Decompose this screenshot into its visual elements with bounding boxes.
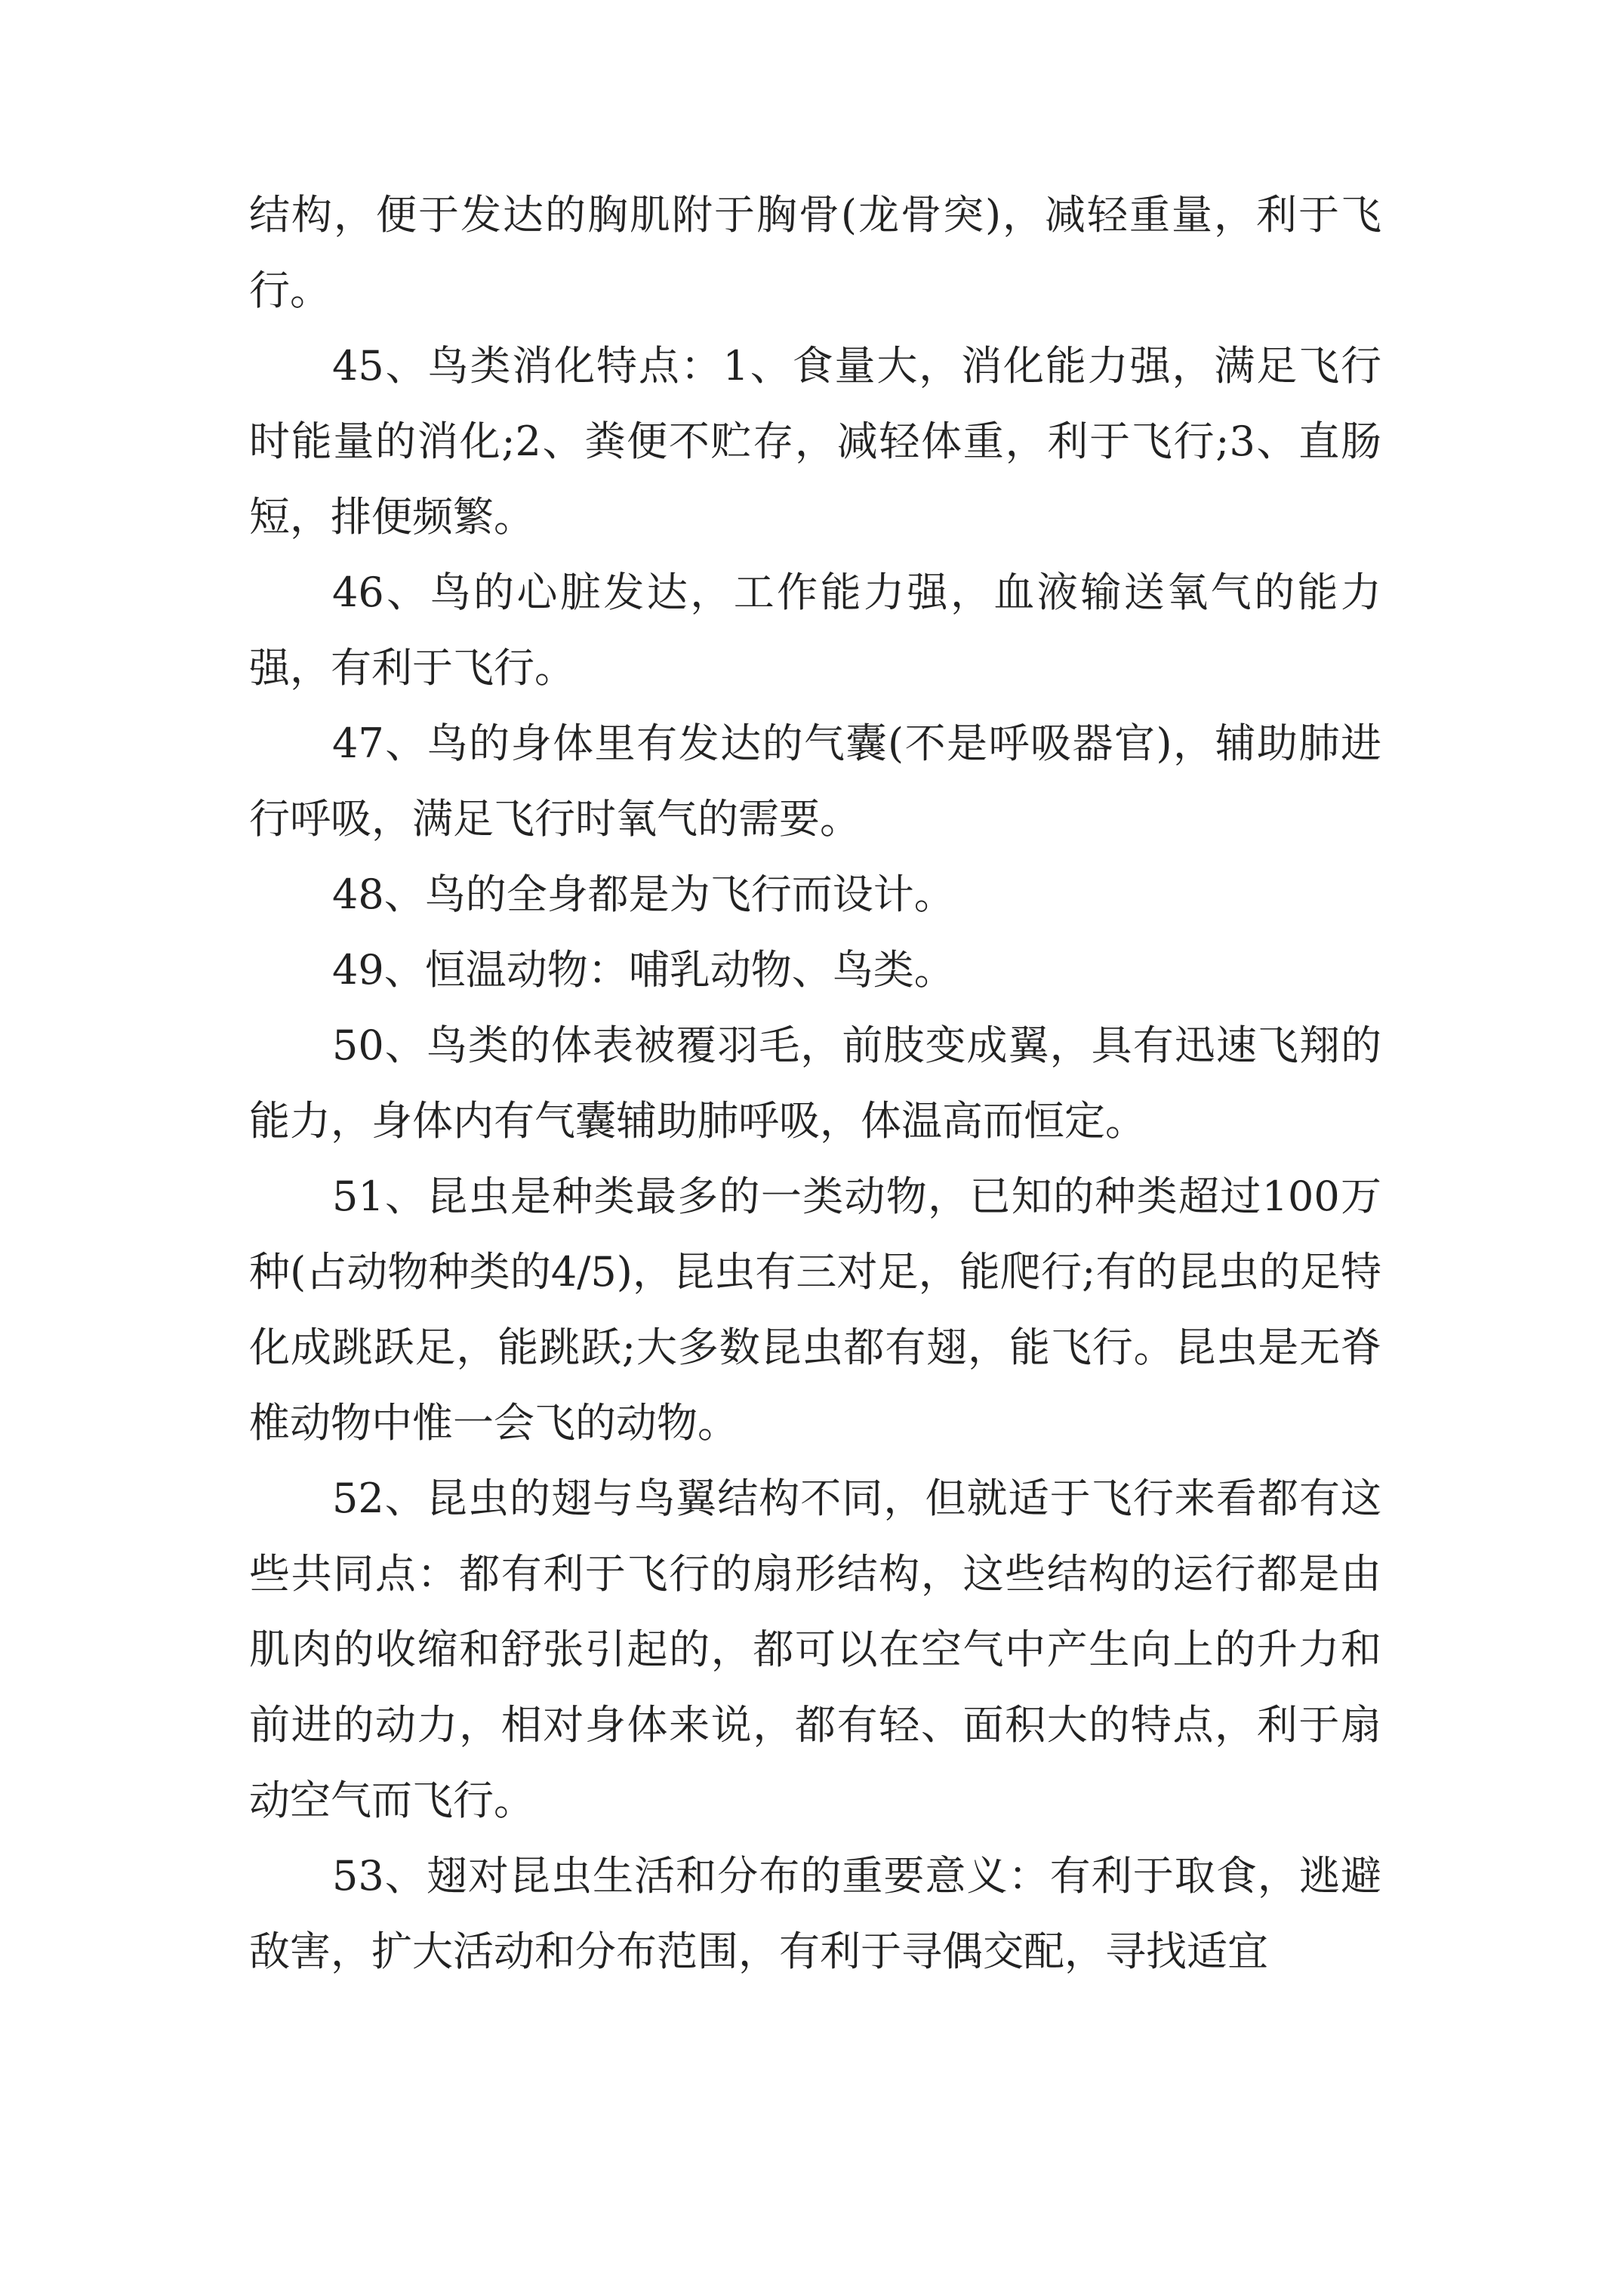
paragraph-item-50: 50、鸟类的体表被覆羽毛，前肢变成翼，具有迅速飞翔的能力，身体内有气囊辅助肺呼吸，体温高而恒定。: [249, 1022, 1381, 1145]
paragraph-item-48: 48、鸟的全身都是为飞行而设计。: [332, 871, 955, 918]
paragraph-continuation: 结构，便于发达的胸肌附于胸骨(龙骨突)，减轻重量，利于飞行。: [249, 191, 1381, 314]
paragraph-item-51: 51、昆虫是种类最多的一类动物，已知的种类超过100万种(占动物种类的4/5)，昆虫有三对足，能爬行;有的昆虫的足特化成跳跃足，能跳跃;大多数昆虫都有翅，能飞行。昆虫是无脊椎动物中惟一会飞的动物。: [249, 1173, 1381, 1447]
paragraph-item-45: 45、鸟类消化特点：1、食量大，消化能力强，满足飞行时能量的消化;2、粪便不贮存，减轻体重，利于飞行;3、直肠短，排便频繁。: [249, 342, 1381, 541]
paragraph-item-47: 47、鸟的身体里有发达的气囊(不是呼吸器官)，辅助肺进行呼吸，满足飞行时氧气的需要。: [249, 720, 1381, 843]
paragraph-item-53: 53、翅对昆虫生活和分布的重要意义：有利于取食，逃避敌害，扩大活动和分布范围，有利于寻偶交配，寻找适宜: [249, 1852, 1381, 1975]
paragraph-item-46: 46、鸟的心脏发达，工作能力强，血液输送氧气的能力强，有利于飞行。: [249, 569, 1381, 692]
paragraph-item-52: 52、昆虫的翅与鸟翼结构不同，但就适于飞行来看都有这些共同点：都有利于飞行的扇形结构，这些结构的运行都是由肌肉的收缩和舒张引起的，都可以在空气中产生向上的升力和前进的动力，相对身体来说，都有轻、面积大的特点，利于扇动空气而飞行。: [249, 1475, 1381, 1824]
document-body: [249, 177, 1381, 1989]
paragraph-item-49: 49、恒温动物：哺乳动物、鸟类。: [332, 946, 955, 994]
